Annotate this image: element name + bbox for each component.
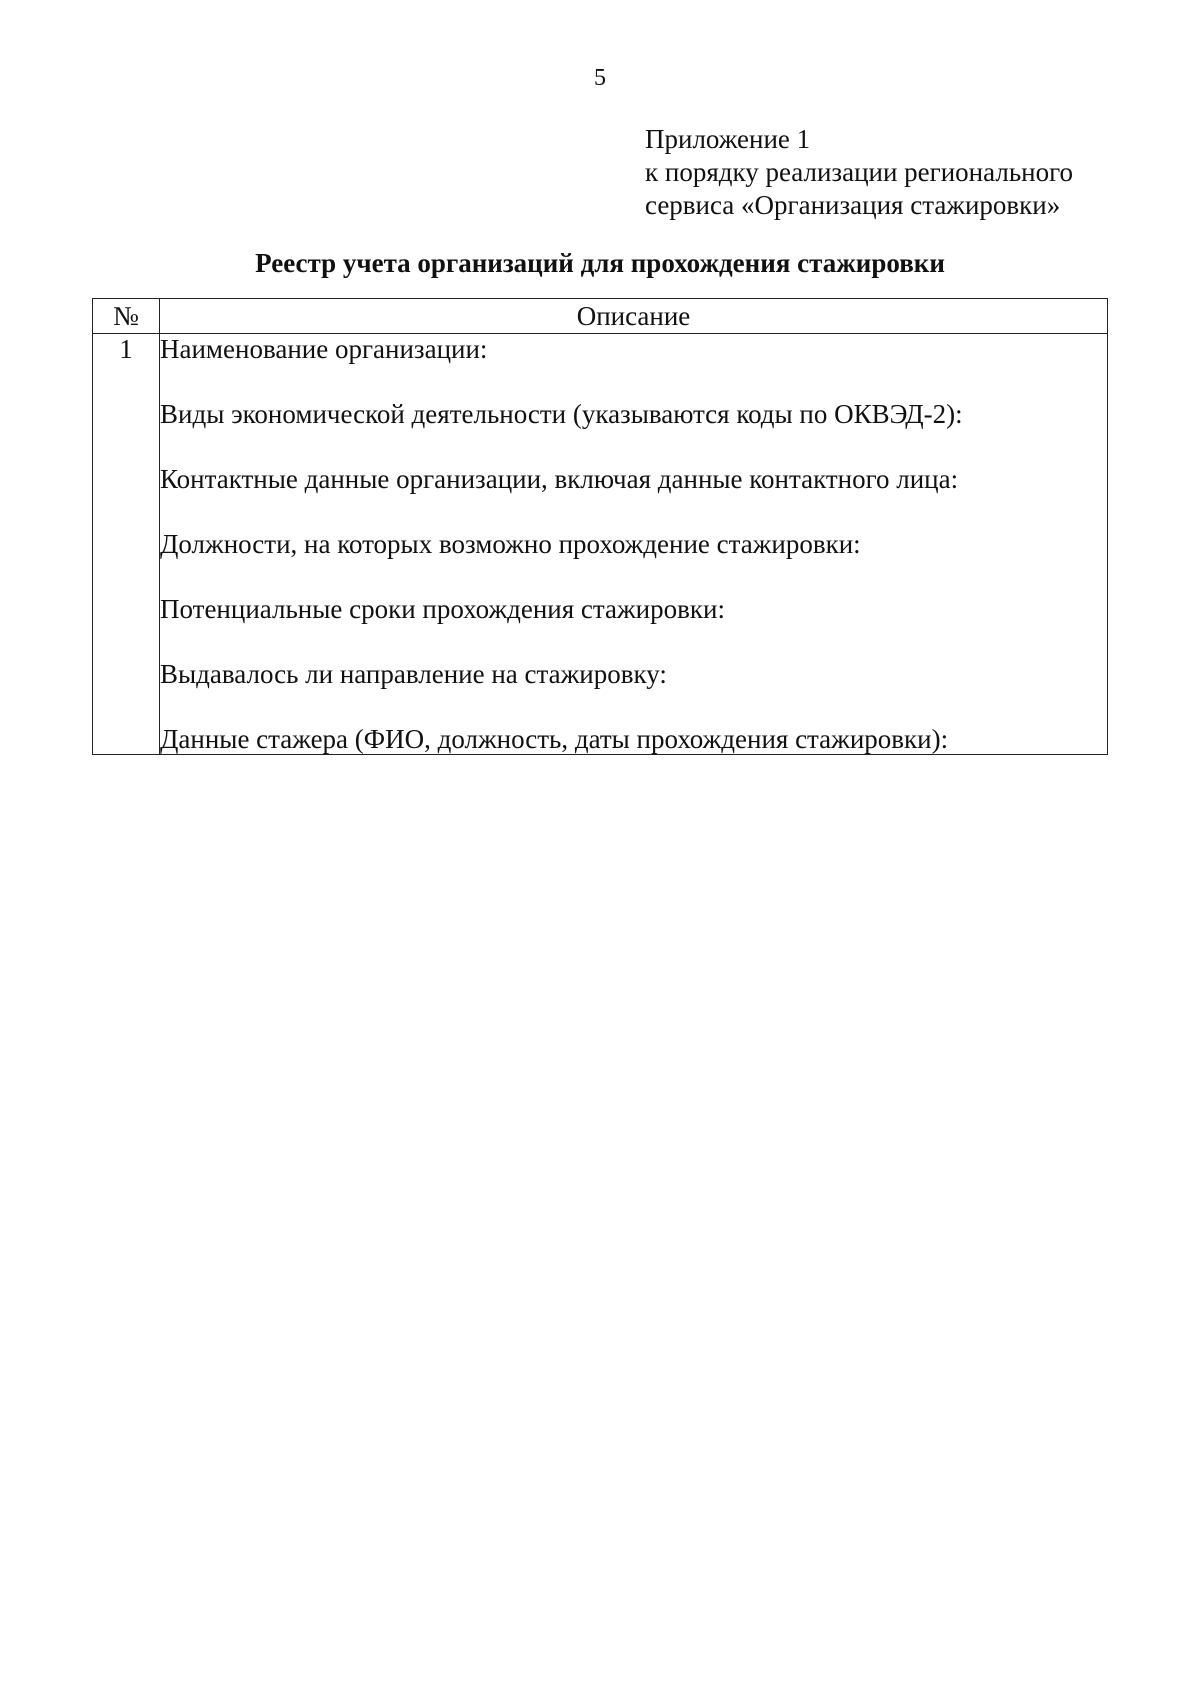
document-title: Реестр учета организаций для прохождения стажировки: [255, 248, 945, 278]
page-number: 5: [594, 65, 606, 91]
field-internship-positions: Должности, на которых возможно прохождение стажировки:: [160, 529, 861, 559]
appendix-note: [645, 123, 1073, 222]
field-economic-activities: Виды экономической деятельности (указываются коды по ОКВЭД-2):: [160, 399, 963, 429]
field-organization-name: Наименование организации:: [160, 334, 488, 364]
registry-table: [92, 298, 1108, 755]
field-contact-details: Контактные данные организации, включая данные контактного лица:: [160, 464, 959, 494]
field-referral-issued: Выдавалось ли направление на стажировку:: [160, 659, 667, 689]
appendix-line-2: к порядку реализации регионального: [645, 157, 1073, 187]
header-number: №: [93, 299, 160, 334]
field-intern-details: Данные стажера (ФИО, должность, даты прохождения стажировки):: [160, 724, 949, 754]
header-description: Описание: [160, 299, 1108, 334]
table-header-row: [93, 299, 1108, 334]
table-row: [93, 334, 1108, 755]
field-internship-terms: Потенциальные сроки прохождения стажировки:: [160, 594, 725, 624]
appendix-line-3: сервиса «Организация стажировки»: [645, 190, 1061, 220]
row-description: [160, 334, 1108, 755]
appendix-line-1: Приложение 1: [645, 124, 811, 154]
row-number: 1: [93, 334, 160, 755]
